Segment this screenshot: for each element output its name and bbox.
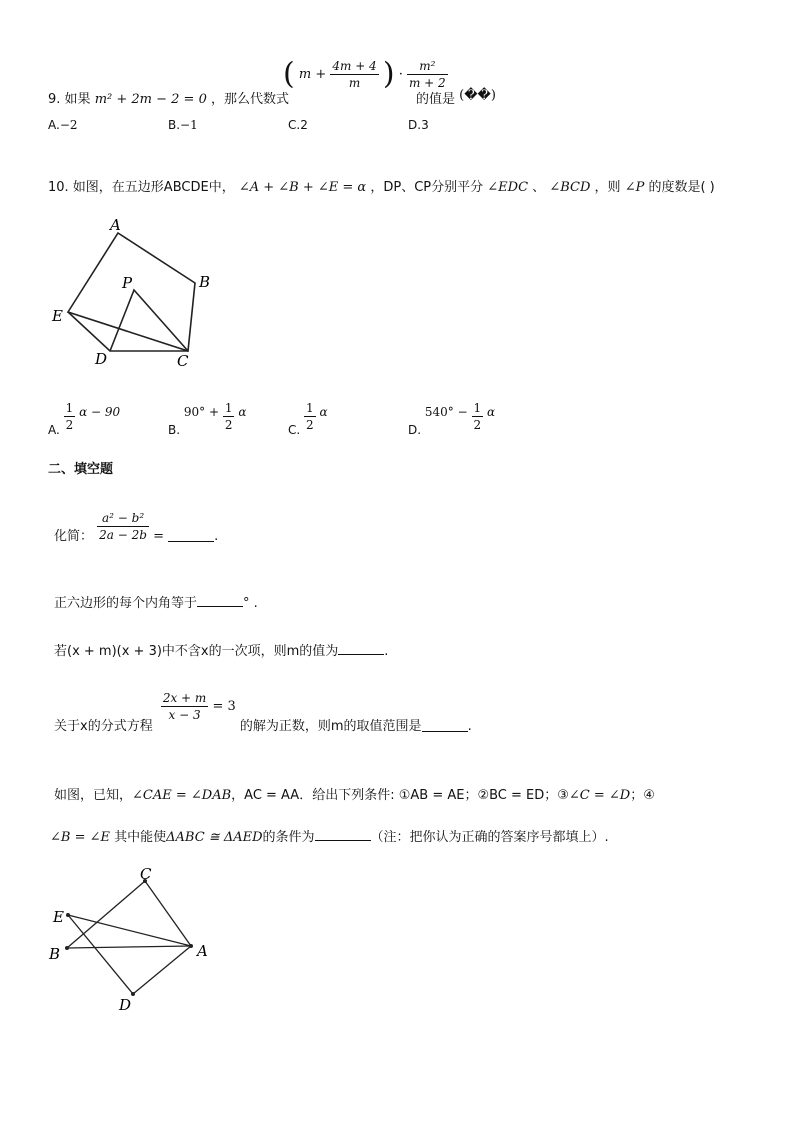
q9-text: ，那么代数式	[210, 92, 289, 107]
pentagon-outline	[68, 233, 195, 351]
q9-option-c: C.2	[288, 118, 308, 132]
q10-option-d: D. 540° − $\frac{1}{2}$ α	[408, 401, 496, 437]
label-a: A	[110, 216, 121, 234]
fill-q5-line2: ∠B = ∠E 其中能使ΔABC ≅ ΔAED的条件为 （注：把你认为正确的答案序号都填上）.	[50, 830, 609, 845]
label-e: E	[52, 307, 63, 325]
label-e2: E	[53, 908, 64, 926]
q9-answer-paren: (��)	[459, 88, 496, 103]
q9-number: 9. 如果	[48, 92, 91, 107]
q9-expression: ( m + $\frac{4m + 4}{m}$ ) · $\frac{\text{m²}}{m + 2}$	[283, 56, 446, 92]
fill-q1: 化简： $\frac{\text{a² − b²}}{2a - 2b}$ = .	[54, 511, 219, 544]
fill-q3-blank[interactable]	[338, 642, 384, 655]
fill-q5-line1: 如图，已知，∠CAE = ∠DAB，AC = AA．给出下列条件: ①AB = AE；②BC = ED；③∠C = ∠D；④	[54, 788, 655, 803]
fill-q2: 正六边形的每个内角等于 ° .	[54, 596, 258, 611]
fill-q1-fraction: $\frac{\text{a² − b²}}{2a - 2b}$	[99, 511, 147, 542]
fill-q4-blank[interactable]	[422, 719, 468, 732]
q9-equation: m² + 2m − 2 = 0	[94, 92, 207, 107]
pentagon-figure	[45, 212, 225, 372]
label-b: B	[199, 273, 211, 291]
q10-option-c: C. $\frac{1}{2}$ α	[288, 401, 328, 437]
fill-q5-blank[interactable]	[315, 828, 371, 841]
triangle-pdc	[110, 290, 188, 351]
q9-option-a: A.−2	[48, 118, 78, 132]
q9-fraction-2: $\frac{\text{m²}}{m + 2}$	[408, 59, 446, 90]
q10-condition: ∠A + ∠B + ∠E = α	[238, 180, 367, 195]
q9-option-b: B.−1	[168, 118, 198, 132]
label-c: C	[177, 352, 189, 370]
triangles-figure	[45, 862, 225, 1017]
q9-option-d: D.3	[408, 118, 429, 132]
fill-q4: 关于x的分式方程 $\frac{2x + m}{x - 3}$ = 3 的解为正数，则m的取值范围是 .	[54, 691, 472, 734]
q9-fraction-1: $\frac{4m + 4}{m}$	[332, 59, 377, 90]
q10-option-a: A. $\frac{1}{2}$ α − 90	[48, 401, 121, 437]
fill-q4-fraction: $\frac{2x + m}{x - 3}$	[162, 691, 207, 722]
fill-q2-blank[interactable]	[197, 594, 243, 607]
label-c2: C	[140, 865, 152, 883]
label-d: D	[95, 350, 108, 368]
label-d2: D	[119, 996, 132, 1014]
q9-tail: 的值是 (��)	[416, 88, 496, 107]
section-heading: 二、填空题	[48, 462, 114, 477]
q10-option-b: B. 90° + $\frac{1}{2}$ α	[168, 401, 247, 437]
fill-q3: 若(x + m)(x + 3)中不含x的一次项，则m的值为 .	[54, 644, 389, 659]
q9-stem	[48, 88, 289, 107]
fill-q1-blank[interactable]	[168, 529, 214, 542]
q10-stem: 10. 如图，在五边形ABCDE中， ∠A + ∠B + ∠E = α ，DP、CP分别平分 ∠EDC 、 ∠BCD ，则 ∠P 的度数是( )	[48, 180, 715, 195]
label-p: P	[122, 274, 133, 292]
label-b2: B	[49, 945, 61, 963]
label-a2: A	[197, 942, 208, 960]
